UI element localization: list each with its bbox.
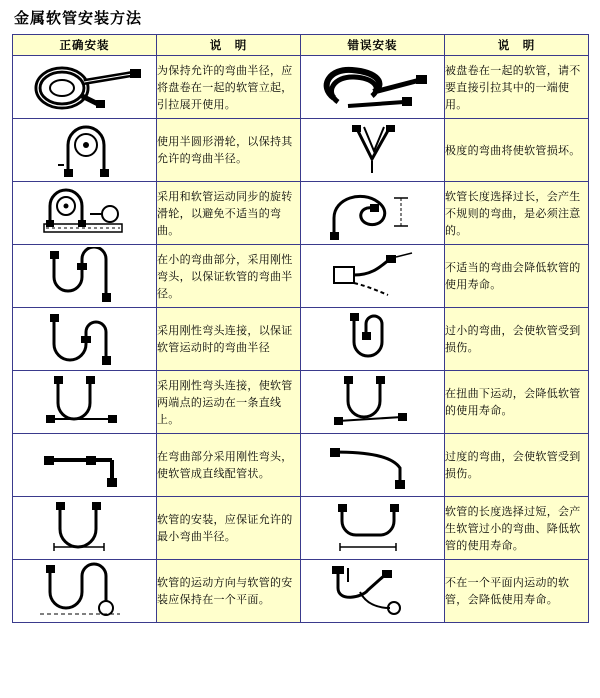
header-correct-install: 正确安装	[13, 35, 157, 56]
hose-too-long-flat-bend-icon	[308, 499, 438, 557]
coiled-hose-pulled-one-end-icon	[308, 58, 438, 116]
wrong-description: 软管长度选择过长，会产生不规则的弯曲，是必须注意的。	[445, 182, 589, 245]
correct-figure-cell	[13, 560, 157, 623]
table-row	[13, 497, 589, 560]
correct-description: 软管的安装，应保证允许的最小弯曲半径。	[157, 497, 301, 560]
table-row	[13, 119, 589, 182]
hose-motion-out-of-plane-icon	[308, 562, 438, 620]
hose-motion-same-plane-icon	[20, 562, 150, 620]
correct-description: 在弯曲部分采用刚性弯头，使软管成直线配管状。	[157, 434, 301, 497]
correct-figure-cell	[13, 371, 157, 434]
header-wrong-install: 错误安装	[301, 35, 445, 56]
table-row	[13, 560, 589, 623]
table-row	[13, 371, 589, 434]
wrong-figure-cell	[301, 434, 445, 497]
installation-methods-table	[12, 34, 589, 623]
wrong-description: 不在一个平面内运动的软管，会降低使用寿命。	[445, 560, 589, 623]
coiled-hose-flat-reel-icon	[20, 58, 150, 116]
header-correct-description: 说 明	[157, 35, 301, 56]
wrong-description: 过小的弯曲，会使软管受到损伤。	[445, 308, 589, 371]
rigid-elbows-straight-line-motion-icon	[20, 373, 150, 431]
excessive-bend-straight-run-icon	[308, 436, 438, 494]
wrong-description: 软管的长度选择过短，会产生软管过小的弯曲、降低软管的使用寿命。	[445, 497, 589, 560]
table-row	[13, 182, 589, 245]
page-title: 金属软管安装方法	[14, 9, 143, 27]
table-row	[13, 308, 589, 371]
rigid-elbow-u-loop-icon	[20, 310, 150, 368]
wrong-description: 极度的弯曲将使软管损坏。	[445, 119, 589, 182]
torsional-u-bend-motion-icon	[308, 373, 438, 431]
correct-description: 使用半圆形滑轮，以保持其允许的弯曲半径。	[157, 119, 301, 182]
table-row	[13, 56, 589, 119]
correct-figure-cell	[13, 182, 157, 245]
correct-description: 采用和软管运动同步的旋转滑轮，以避免不适当的弯曲。	[157, 182, 301, 245]
correct-description: 采用刚性弯头连接，使软管两端点的运动在一条直线上。	[157, 371, 301, 434]
header-wrong-description: 说 明	[445, 35, 589, 56]
correct-figure-cell	[13, 497, 157, 560]
wrong-description: 被盘卷在一起的软管，请不要直接引拉其中的一端使用。	[445, 56, 589, 119]
correct-description: 软管的运动方向与软管的安装应保持在一个平面。	[157, 560, 301, 623]
table-row	[13, 245, 589, 308]
table-header	[13, 35, 589, 56]
correct-figure-cell	[13, 119, 157, 182]
wrong-figure-cell	[301, 308, 445, 371]
wrong-figure-cell	[301, 497, 445, 560]
table-header-row	[13, 35, 589, 56]
table-row	[13, 434, 589, 497]
hose-sharp-v-bend-icon	[308, 121, 438, 179]
wrong-figure-cell	[301, 371, 445, 434]
wrong-figure-cell	[301, 56, 445, 119]
correct-figure-cell	[13, 56, 157, 119]
correct-description: 在小的弯曲部分，采用刚性弯头，以保证软管的弯曲半径。	[157, 245, 301, 308]
too-small-bend-radius-icon	[308, 310, 438, 368]
wrong-description: 在扭曲下运动，会降低软管的使用寿命。	[445, 371, 589, 434]
hose-minimum-bend-radius-u-icon	[20, 499, 150, 557]
table-body	[13, 56, 589, 623]
correct-description: 采用刚性弯头连接，以保证软管运动时的弯曲半径	[157, 308, 301, 371]
hose-over-semicircular-pulley-icon	[20, 121, 150, 179]
correct-figure-cell	[13, 308, 157, 371]
hose-with-rotating-pulley-chain-icon	[20, 184, 150, 242]
correct-figure-cell	[13, 434, 157, 497]
correct-description: 为保持允许的弯曲半径，应将盘卷在一起的软管立起，引拉展开使用。	[157, 56, 301, 119]
correct-figure-cell	[13, 245, 157, 308]
improper-bend-at-fitting-icon	[308, 247, 438, 305]
wrong-figure-cell	[301, 560, 445, 623]
wrong-description: 不适当的弯曲会降低软管的使用寿命。	[445, 245, 589, 308]
wrong-figure-cell	[301, 119, 445, 182]
rigid-elbow-small-bend-icon	[20, 247, 150, 305]
hose-too-long-irregular-loop-icon	[308, 184, 438, 242]
wrong-description: 过度的弯曲，会使软管受到损伤。	[445, 434, 589, 497]
rigid-elbow-straight-piping-icon	[20, 436, 150, 494]
wrong-figure-cell	[301, 245, 445, 308]
wrong-figure-cell	[301, 182, 445, 245]
